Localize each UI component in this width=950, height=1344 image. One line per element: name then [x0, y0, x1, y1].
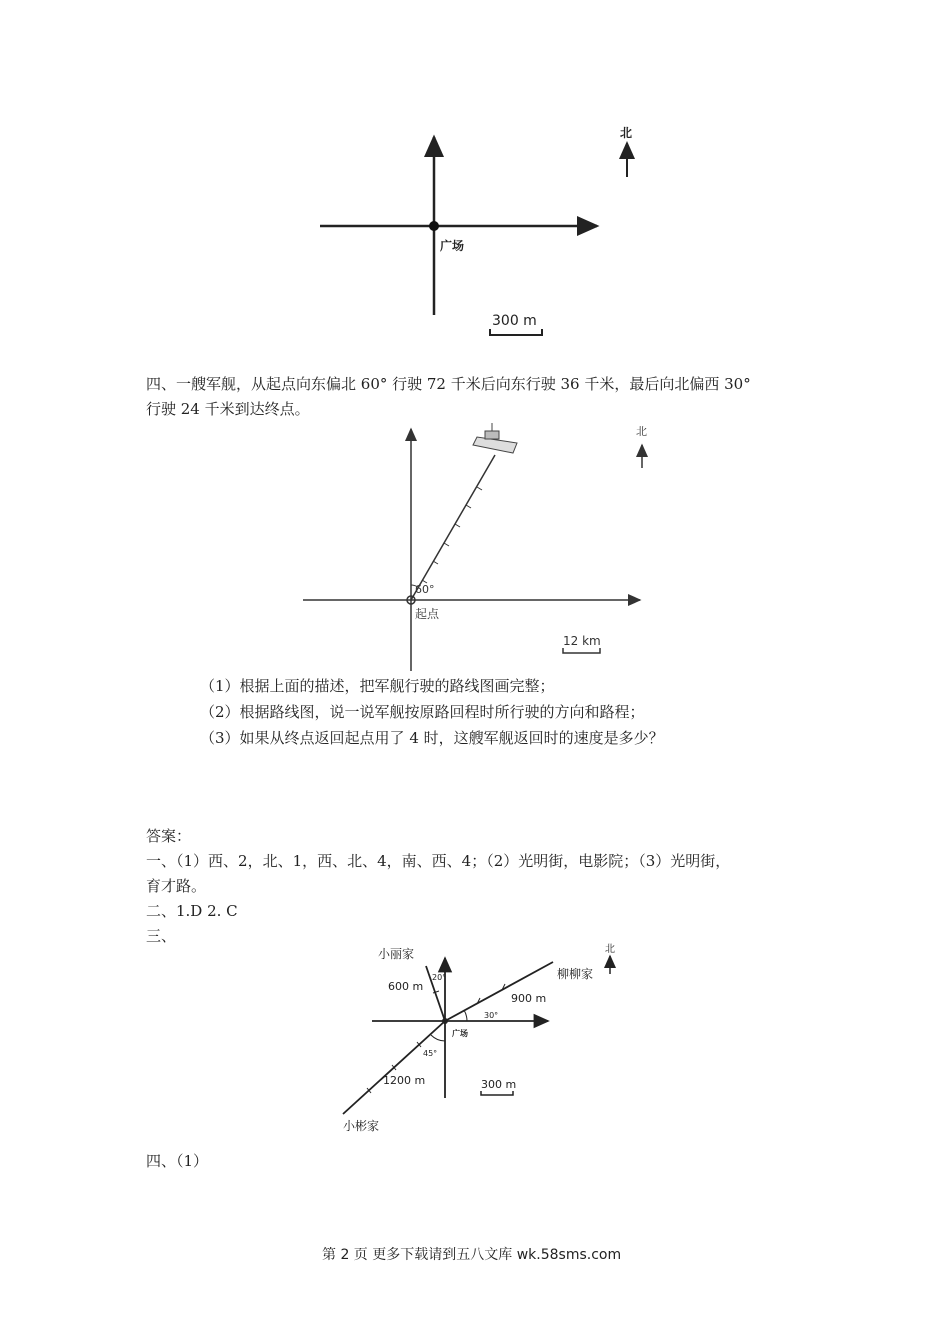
answer-diagram	[335, 938, 635, 1133]
answers-heading: 答案：	[146, 827, 192, 845]
answer-2: 二、1.D 2. C	[146, 902, 238, 920]
scale-label: 12 km	[563, 634, 601, 648]
scale-bar	[563, 648, 600, 653]
scale-bar	[481, 1091, 513, 1095]
q4-line1: 四、一艘军舰，从起点向东偏北 60° 行驶 72 千米后向东行驶 36 千米，最后向北偏西 30°	[146, 375, 751, 393]
plaza-label: 广场	[452, 1029, 468, 1038]
dist-1200: 1200 m	[383, 1074, 426, 1087]
north-label: 北	[620, 126, 633, 140]
q4-line2: 行驶 24 千米到达终点。	[146, 400, 310, 418]
plaza-point	[442, 1018, 448, 1024]
scale-bar	[490, 329, 542, 335]
north-label: 北	[605, 944, 615, 955]
angle-label: 60°	[415, 583, 435, 596]
xiaoli-label: 小丽家	[378, 947, 415, 961]
angle-arc-45	[431, 1035, 445, 1041]
answer-4: 四、（1）	[146, 1152, 209, 1170]
plaza-point	[429, 221, 439, 231]
dist-600: 600 m	[388, 980, 424, 993]
warship-icon	[473, 423, 517, 453]
north-label: 北	[636, 425, 647, 438]
scale-label: 300 m	[492, 313, 537, 329]
route-line-60deg	[411, 455, 495, 600]
q4-sub2: （2）根据路线图，说一说军舰按原路回程时所行驶的方向和路程；	[200, 703, 645, 721]
dist-900: 900 m	[511, 992, 547, 1005]
answer-1-line2: 育才路。	[146, 877, 207, 895]
page-footer: 第 2 页 更多下载请到五八文库 wk.58sms.com	[322, 1247, 622, 1263]
q4-sub3: （3）如果从终点返回起点用了 4 时，这艘军舰返回时的速度是多少？	[200, 729, 664, 747]
plaza-diagram	[300, 115, 660, 350]
q4-sub1: （1）根据上面的描述，把军舰行驶的路线图画完整；	[200, 677, 555, 695]
answer-1-line1: 一、（1）西、2，北、1，西、北、4，南、西、4；（2）光明街，电影院；（3）光明街，	[146, 852, 731, 870]
answer-3: 三、	[146, 927, 177, 945]
liuliu-label: 柳柳家	[557, 967, 594, 981]
angle-45: 45°	[423, 1049, 438, 1058]
scale-label: 300 m	[481, 1078, 517, 1091]
warship-diagram	[295, 415, 665, 673]
angle-30: 30°	[484, 1011, 499, 1020]
angle-20: 20°	[432, 973, 447, 982]
route-tick-marks	[422, 487, 482, 583]
start-label: 起点	[415, 607, 440, 621]
angle-arc-30	[464, 1010, 467, 1021]
xiaobin-label: 小彬家	[343, 1119, 380, 1133]
plaza-label: 广场	[440, 239, 465, 253]
